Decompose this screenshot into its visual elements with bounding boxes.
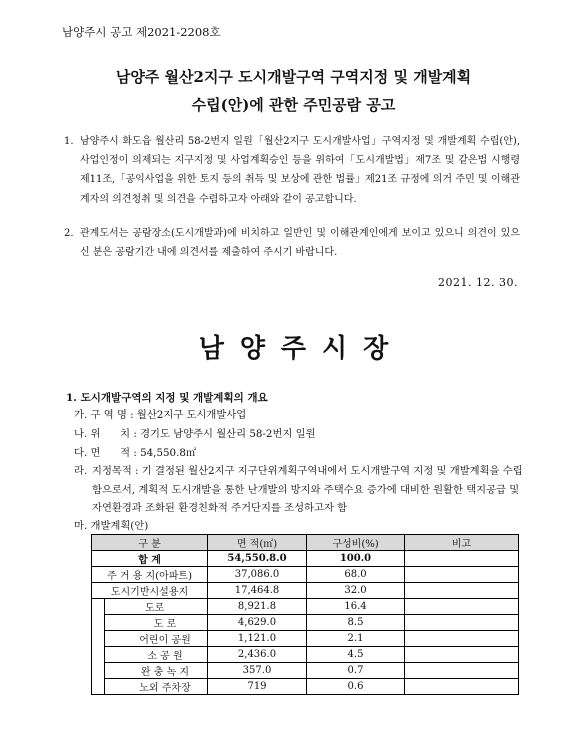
table-indent-cell <box>92 679 105 695</box>
table-row <box>92 631 519 647</box>
paragraph-1-text: 남양주시 화도읍 월산리 58-2번지 일원「월산2지구 도시개발사업」구역지정 및 개발계획 수립(안), 사업인정이 의제되는 지구지정 및 사업계획승인 등을 위하여「도시개발법」제7조 및 같은법 시행령 제11조,「공익사업을 위한 토지 등의 취득 및 보상에 관한 법률」제21조 규정에 의거 주민 및 이해관계자의 의견청취 및 의견을 수렴하고자 아래와 같이 공고합니다. <box>80 136 520 205</box>
notice-date: 2021. 12. 30. <box>438 276 518 289</box>
table-cell: 8,921.8 <box>208 599 307 615</box>
item-label: 마. <box>74 520 88 532</box>
table-cell <box>405 551 519 567</box>
table-cell: 주 거 용 지(아파트) <box>92 567 208 583</box>
table-cell: 37,086.0 <box>208 567 307 583</box>
item-label: 다. <box>74 447 88 459</box>
table-indent-cell <box>92 647 105 663</box>
issuer-name: 남양주시장 <box>198 334 405 364</box>
table-cell: 8.5 <box>307 615 405 631</box>
table-cell <box>405 663 519 679</box>
table-cell: 4.5 <box>307 647 405 663</box>
paragraph-2-number: 2. <box>64 228 74 239</box>
table-cell: 완 충 녹 지 <box>105 663 208 679</box>
document-title-line2: 수립(안)에 관한 주민공람 공고 <box>191 96 396 114</box>
document-title-line1: 남양주 월산2지구 도시개발구역 구역지정 및 개발계획 <box>115 68 472 86</box>
section-1-heading: 1. 도시개발구역의 지정 및 개발계획의 개요 <box>66 392 268 404</box>
item-text: 지정목적 : 기 결정된 월산2지구 지구단위계획구역내에서 도시개발구역 지정 및 개발계획을 수립함으로서, 계획적 도시개발을 통한 난개발의 방지와 주택수요 증가에 대비한 원활한 택지공급 및 자연환경과 조화된 환경친화적 주거단지를 조성하고자 함 <box>92 465 523 514</box>
table-cell: 17,464.8 <box>208 583 307 599</box>
item-label: 나. <box>74 428 88 440</box>
table-cell: 1,121.0 <box>208 631 307 647</box>
table-cell: 54,550.8.0 <box>208 551 307 567</box>
table-cell <box>405 567 519 583</box>
table-cell: 소 공 원 <box>105 647 208 663</box>
table-cell: 도로 <box>105 599 208 615</box>
header-remarks: 비고 <box>405 535 519 551</box>
table-indent-cell <box>92 615 105 631</box>
header-category: 구 분 <box>92 535 208 551</box>
item-label: 가. <box>74 409 88 421</box>
table-cell: 719 <box>208 679 307 695</box>
table-header-row <box>92 535 519 551</box>
table-cell: 어린이 공원 <box>105 631 208 647</box>
table-row <box>92 647 519 663</box>
table-row-total <box>92 551 519 567</box>
table-cell <box>405 631 519 647</box>
table-row <box>92 679 519 695</box>
item-text: 구 역 명 : 월산2지구 도시개발사업 <box>90 409 247 421</box>
table-cell: 2,436.0 <box>208 647 307 663</box>
paragraph-2-text: 관계도서는 공람장소(도시개발과)에 비치하고 일반인 및 이해관계인에게 보이고 있으니 의견이 있으신 분은 공람기간 내에 의견서를 제출하여 주시기 바랍니다. <box>80 228 520 259</box>
paragraph-1 <box>64 132 520 209</box>
item-label: 라. <box>74 465 88 477</box>
table-cell: 4,629.0 <box>208 615 307 631</box>
item-area <box>74 444 196 459</box>
item-district-name <box>74 406 246 421</box>
table-cell: 합 계 <box>92 551 208 567</box>
table-cell: 357.0 <box>208 663 307 679</box>
item-development-plan <box>74 517 148 532</box>
table-cell: 32.0 <box>307 583 405 599</box>
table-row-residential <box>92 567 519 583</box>
table-cell: 도시기반시설용지 <box>92 583 208 599</box>
table-indent-cell <box>92 663 105 679</box>
item-text: 개발계획(안) <box>90 520 149 532</box>
table-cell <box>405 615 519 631</box>
table-row <box>92 663 519 679</box>
paragraph-2 <box>64 224 520 262</box>
table-row-infra <box>92 583 519 599</box>
development-plan-table <box>91 534 519 695</box>
table-cell <box>405 647 519 663</box>
notice-number: 남양주시 공고 제2021-2208호 <box>62 25 221 39</box>
table-cell: 0.7 <box>307 663 405 679</box>
table-cell: 노외 주차장 <box>105 679 208 695</box>
table-cell: 100.0 <box>307 551 405 567</box>
item-text: 위 치 : 경기도 남양주시 월산리 58-2번지 일원 <box>90 428 316 440</box>
item-purpose <box>74 462 526 518</box>
table-indent-cell <box>92 599 105 615</box>
table-cell <box>405 599 519 615</box>
table-cell: 0.6 <box>307 679 405 695</box>
item-text: 면 적 : 54,550.8㎡ <box>90 447 197 459</box>
table-cell: 68.0 <box>307 567 405 583</box>
table-row-road-group <box>92 599 519 615</box>
table-cell: 2.1 <box>307 631 405 647</box>
header-ratio: 구성비(%) <box>307 535 405 551</box>
table-indent-cell <box>92 631 105 647</box>
header-area: 면 적(㎡) <box>208 535 307 551</box>
paragraph-1-number: 1. <box>64 136 74 147</box>
table-cell <box>405 583 519 599</box>
table-row <box>92 615 519 631</box>
table-cell <box>405 679 519 695</box>
table-cell: 도 로 <box>105 615 208 631</box>
table-cell: 16.4 <box>307 599 405 615</box>
item-location <box>74 425 316 440</box>
